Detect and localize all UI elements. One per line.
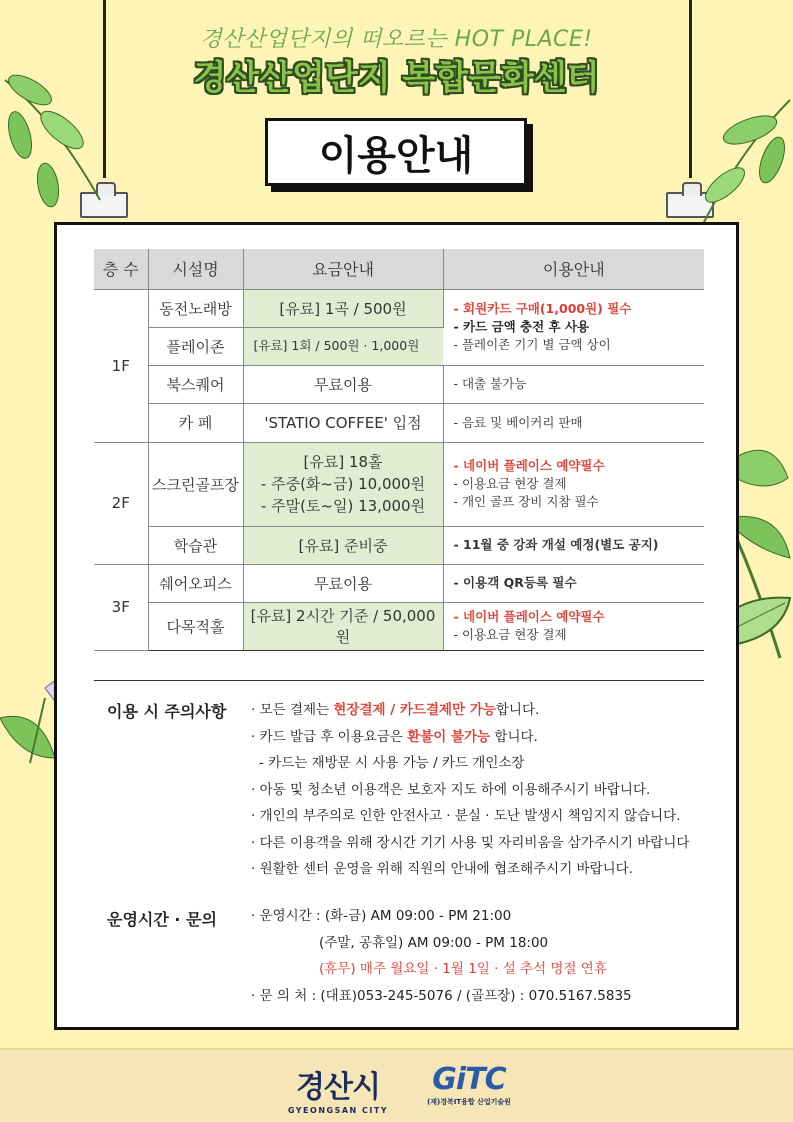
note-text: · 모든 결제는 xyxy=(251,702,334,718)
fee-line: - 주중(화~금) 10,000원 xyxy=(260,475,426,493)
fee-cell: [유료] 1회 / 500원 · 1,000원 xyxy=(243,327,443,365)
notes-list xyxy=(251,697,689,883)
logo-text: 경산시 xyxy=(296,1070,380,1105)
notes-label: 이용 시 주의사항 xyxy=(107,702,227,721)
table-row xyxy=(94,602,704,650)
contact-item: · 문 의 처 : (대표)053-245-5076 / (골프장) : 070.5167.5835 xyxy=(251,987,632,1004)
fee-cell: 무료이용 xyxy=(243,365,443,403)
info-line: - 이용요금 현장 결제 xyxy=(453,627,567,642)
info-line: - 개인 골프 장비 지참 필수 xyxy=(453,494,599,509)
facility-cell: 스크린골프장 xyxy=(148,442,243,526)
table-row xyxy=(94,289,704,327)
header-fee: 요금안내 xyxy=(243,249,443,289)
facility-cell: 카 페 xyxy=(148,403,243,442)
info-cell-1f xyxy=(443,289,704,365)
note-item xyxy=(251,724,689,751)
fee-line: [유료] 18홀 xyxy=(303,453,383,471)
logo-subtext: GYEONGSAN CITY xyxy=(287,1106,389,1115)
fee-cell: [유료] 2시간 기준 / 50,000원 xyxy=(243,602,443,650)
note-item: · 다른 이용객을 위해 장시간 기기 사용 및 자리비움을 삼가주시기 바랍니다 xyxy=(251,834,690,851)
note-item: · 원활한 센터 운영을 위해 직원의 안내에 협조해주시기 바랍니다. xyxy=(251,861,633,877)
table-row xyxy=(94,403,704,442)
fee-cell: 무료이용 xyxy=(243,564,443,602)
info-line: - 네이버 플레이스 예약필수 xyxy=(453,458,605,473)
page-title: 경산산업단지 복합문화센터 xyxy=(193,58,600,98)
guide-heading: 이용안내 xyxy=(265,118,527,186)
info-sheet xyxy=(54,222,739,1030)
table-row xyxy=(94,442,704,526)
info-line: - 플레이존 기기 별 금액 상이 xyxy=(453,337,611,352)
info-cell-golf xyxy=(443,442,704,526)
floor-cell-1f: 1F xyxy=(94,289,148,442)
table-row xyxy=(94,564,704,602)
note-item xyxy=(251,697,689,724)
info-line: - 네이버 플레이스 예약필수 xyxy=(453,609,605,624)
gyeongsan-logo xyxy=(283,1062,393,1115)
footer xyxy=(0,1048,793,1122)
hours-list xyxy=(251,903,632,1009)
hours-item: (주말, 공휴일) AM 09:00 - PM 18:00 xyxy=(319,934,549,951)
floor-cell-3f: 3F xyxy=(94,564,148,650)
fee-cell: [유료] 1곡 / 500원 xyxy=(243,289,443,327)
info-line: - 카드 금액 충전 후 사용 xyxy=(453,319,590,334)
note-item: · 개인의 부주의로 인한 안전사고 · 분실 · 도난 발생시 책임지지 않습니다. xyxy=(251,808,681,824)
logo-text: GiTC xyxy=(432,1062,506,1097)
note-text: 합니다. xyxy=(495,702,540,718)
hours-closed: (휴무) 매주 월요일 · 1월 1일 · 설 추석 명절 연휴 xyxy=(319,961,607,977)
note-highlight: 환불이 불가능 xyxy=(407,728,491,745)
leaf-top-right-icon xyxy=(690,90,793,240)
page-subtitle: 경산산업단지의 떠오르는 HOT PLACE! xyxy=(200,27,593,52)
table-row xyxy=(94,365,704,403)
hours-label: 운영시간 · 문의 xyxy=(107,910,217,929)
facility-cell: 플레이존 xyxy=(148,327,243,365)
fee-cell: [유료] 준비중 xyxy=(243,526,443,564)
fee-cell-golf xyxy=(243,442,443,526)
note-item: - 카드는 재방문 시 사용 가능 / 카드 개인소장 xyxy=(259,755,525,771)
note-item: · 아동 및 청소년 이용객은 보호자 지도 하에 이용해주시기 바랍니다. xyxy=(251,781,651,798)
table-row xyxy=(94,526,704,564)
logo-subtext: (재)경북IT융합 산업기술원 xyxy=(427,1098,511,1106)
table-header-row xyxy=(94,249,704,289)
info-cell: - 11월 중 강좌 개설 예정(별도 공지) xyxy=(443,526,704,564)
header-facility: 시설명 xyxy=(148,249,243,289)
header-info: 이용안내 xyxy=(443,249,704,289)
facility-table xyxy=(94,249,704,651)
note-text: · 카드 발급 후 이용요금은 xyxy=(251,728,408,745)
info-cell: - 이용객 QR등록 필수 xyxy=(443,564,704,602)
info-line: - 회원카드 구매(1,000원) 필수 xyxy=(453,301,632,316)
hours-item: · 운영시간 : (화-금) AM 09:00 - PM 21:00 xyxy=(251,908,512,924)
facility-cell: 북스퀘어 xyxy=(148,365,243,403)
note-text: 합니다. xyxy=(490,728,538,745)
floor-cell-2f: 2F xyxy=(94,442,148,564)
facility-cell: 학습관 xyxy=(148,526,243,564)
facility-cell: 쉐어오피스 xyxy=(148,564,243,602)
facility-cell: 다목적홀 xyxy=(148,602,243,650)
info-cell-hall xyxy=(443,602,704,650)
info-cell: - 대출 불가능 xyxy=(443,365,704,403)
header-floor: 층 수 xyxy=(94,249,148,289)
facility-cell: 동전노래방 xyxy=(148,289,243,327)
fee-cell: 'STATIO COFFEE' 입점 xyxy=(243,403,443,442)
section-divider xyxy=(94,680,704,681)
gitc-logo xyxy=(423,1062,515,1107)
info-line: - 이용요금 현장 결제 xyxy=(453,476,567,491)
info-cell: - 음료 및 베이커리 판매 xyxy=(443,403,704,442)
fee-line: - 주말(토~일) 13,000원 xyxy=(260,497,426,515)
note-highlight: 현장결제 / 카드결제만 가능 xyxy=(333,702,496,718)
